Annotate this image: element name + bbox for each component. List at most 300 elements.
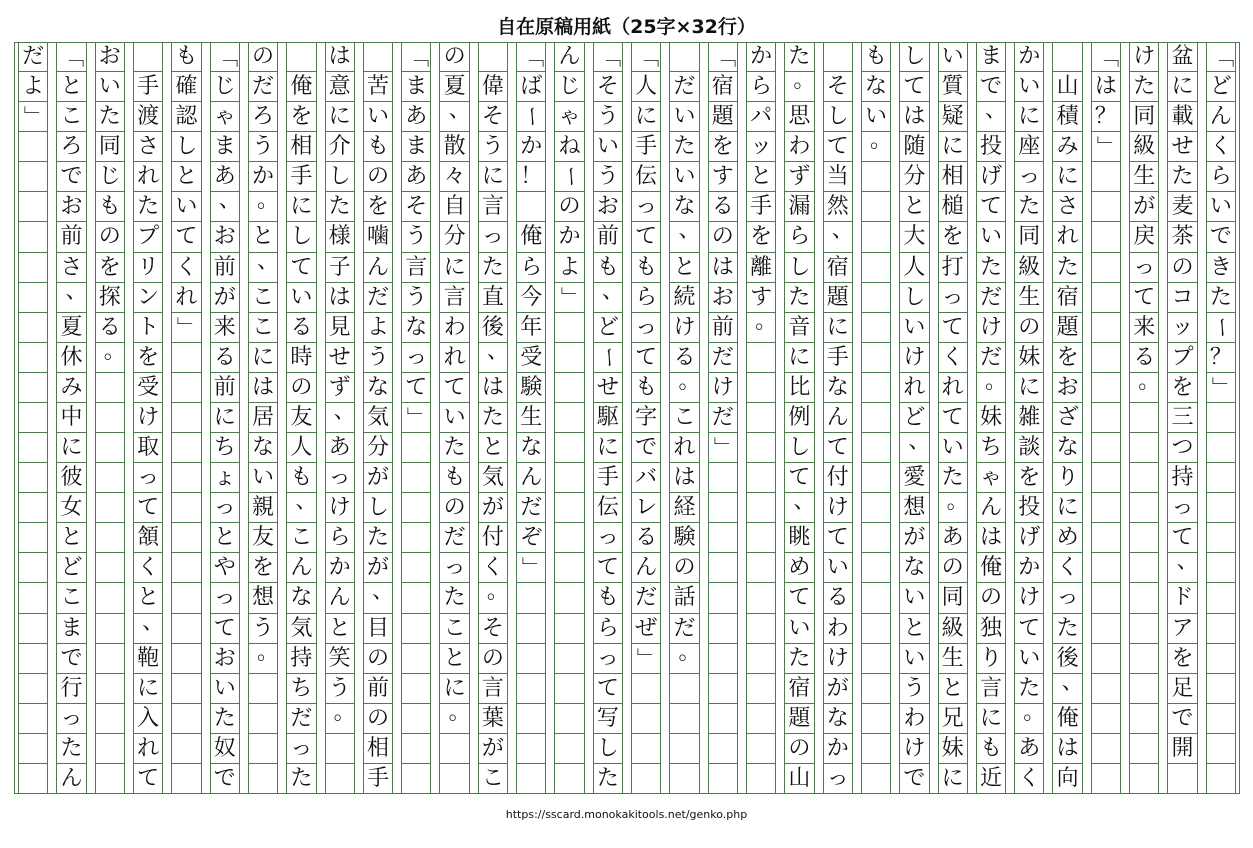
manuscript-cell bbox=[939, 764, 967, 794]
manuscript-char: 入 bbox=[137, 705, 160, 731]
manuscript-char: 探 bbox=[98, 284, 121, 310]
manuscript-cell bbox=[1130, 644, 1158, 674]
manuscript-char: か bbox=[328, 555, 351, 581]
manuscript-char: に bbox=[481, 164, 504, 190]
manuscript-char: 験 bbox=[520, 374, 543, 400]
manuscript-cell bbox=[785, 192, 813, 222]
manuscript-cell bbox=[977, 132, 1005, 162]
manuscript-cell bbox=[824, 253, 852, 283]
manuscript-cell bbox=[747, 72, 775, 102]
manuscript-char: 友 bbox=[252, 525, 275, 551]
manuscript-char: 受 bbox=[520, 344, 543, 370]
manuscript-cell bbox=[555, 102, 583, 132]
manuscript-cell bbox=[1130, 704, 1158, 734]
manuscript-cell bbox=[1207, 433, 1235, 463]
manuscript-cell bbox=[326, 132, 354, 162]
manuscript-char: 随 bbox=[903, 134, 926, 160]
manuscript-cell bbox=[96, 403, 124, 433]
manuscript-char: は bbox=[979, 525, 1002, 551]
manuscript-cell bbox=[1015, 192, 1043, 222]
manuscript-char: に bbox=[328, 104, 351, 130]
manuscript-char: あ bbox=[405, 104, 428, 130]
manuscript-char: ん bbox=[366, 254, 389, 280]
manuscript-char: よ bbox=[558, 254, 581, 280]
manuscript-char: ま bbox=[405, 74, 428, 100]
manuscript-char: 話 bbox=[673, 585, 696, 611]
manuscript-cell bbox=[172, 553, 200, 583]
manuscript-cell bbox=[1168, 222, 1196, 252]
manuscript-char: 投 bbox=[979, 134, 1002, 160]
manuscript-char: こ bbox=[60, 585, 83, 611]
manuscript-cell bbox=[479, 644, 507, 674]
manuscript-char: で bbox=[60, 645, 83, 671]
manuscript-char: ん bbox=[1209, 104, 1232, 130]
manuscript-cell bbox=[364, 102, 392, 132]
manuscript-cell bbox=[402, 42, 430, 72]
manuscript-cell bbox=[1092, 433, 1120, 463]
manuscript-char: 例 bbox=[788, 404, 811, 430]
manuscript-char: た bbox=[1018, 194, 1041, 220]
manuscript-char: る bbox=[826, 585, 849, 611]
manuscript-char: は bbox=[1094, 74, 1117, 100]
manuscript-char: ど bbox=[1209, 74, 1232, 100]
manuscript-cell bbox=[402, 102, 430, 132]
manuscript-cell bbox=[134, 493, 162, 523]
manuscript-cell bbox=[632, 102, 660, 132]
manuscript-char: 伝 bbox=[635, 164, 658, 190]
manuscript-cell bbox=[364, 162, 392, 192]
manuscript-cell bbox=[632, 553, 660, 583]
manuscript-cell bbox=[939, 343, 967, 373]
manuscript-cell bbox=[1092, 553, 1120, 583]
manuscript-char: 、 bbox=[295, 489, 318, 515]
manuscript-cell bbox=[594, 614, 622, 644]
manuscript-cell bbox=[632, 463, 660, 493]
manuscript-char: ー bbox=[557, 165, 583, 188]
manuscript-cell bbox=[19, 253, 47, 283]
manuscript-char: 女 bbox=[60, 495, 83, 521]
manuscript-cell bbox=[785, 433, 813, 463]
manuscript-cell bbox=[287, 403, 315, 433]
manuscript-char: と bbox=[60, 525, 83, 551]
manuscript-cell bbox=[96, 553, 124, 583]
manuscript-char: 投 bbox=[1018, 495, 1041, 521]
manuscript-cell bbox=[287, 674, 315, 704]
manuscript-cell bbox=[211, 102, 239, 132]
manuscript-cell bbox=[364, 764, 392, 794]
manuscript-cell bbox=[824, 523, 852, 553]
manuscript-cell bbox=[747, 764, 775, 794]
manuscript-char: い bbox=[673, 164, 696, 190]
manuscript-cell bbox=[364, 704, 392, 734]
manuscript-char: っ bbox=[213, 495, 236, 521]
manuscript-cell bbox=[172, 283, 200, 313]
manuscript-char: を bbox=[1056, 344, 1079, 370]
manuscript-char: 取 bbox=[137, 435, 160, 461]
manuscript-char: 、 bbox=[793, 489, 816, 515]
manuscript-char: あ bbox=[941, 525, 964, 551]
manuscript-char: た bbox=[941, 465, 964, 491]
manuscript-char: り bbox=[1056, 465, 1079, 491]
manuscript-char: 目 bbox=[366, 615, 389, 641]
manuscript-cell bbox=[19, 313, 47, 343]
manuscript-char: 麦 bbox=[1171, 194, 1194, 220]
manuscript-cell bbox=[96, 704, 124, 734]
manuscript-char: は bbox=[328, 284, 351, 310]
manuscript-cell bbox=[555, 403, 583, 433]
manuscript-cell bbox=[326, 463, 354, 493]
manuscript-cell bbox=[364, 253, 392, 283]
manuscript-cell bbox=[96, 493, 124, 523]
manuscript-cell bbox=[939, 162, 967, 192]
manuscript-cell bbox=[1207, 764, 1235, 794]
manuscript-char: な bbox=[252, 435, 275, 461]
manuscript-char: つ bbox=[1171, 435, 1194, 461]
manuscript-char: た bbox=[443, 435, 466, 461]
manuscript-char: て bbox=[1018, 615, 1041, 641]
manuscript-char: だ bbox=[252, 74, 275, 100]
manuscript-cell bbox=[1130, 433, 1158, 463]
manuscript-cell bbox=[785, 523, 813, 553]
manuscript-char: て bbox=[290, 254, 313, 280]
manuscript-cell bbox=[326, 192, 354, 222]
manuscript-cell bbox=[19, 493, 47, 523]
manuscript-cell bbox=[977, 222, 1005, 252]
manuscript-cell bbox=[709, 553, 737, 583]
manuscript-cell bbox=[1207, 644, 1235, 674]
manuscript-cell bbox=[824, 42, 852, 72]
manuscript-column bbox=[746, 42, 776, 794]
manuscript-cell bbox=[555, 343, 583, 373]
manuscript-char: だ bbox=[673, 615, 696, 641]
manuscript-char: 「 bbox=[1208, 45, 1234, 68]
manuscript-cell bbox=[517, 644, 545, 674]
manuscript-char: い bbox=[1018, 645, 1041, 671]
manuscript-cell bbox=[326, 253, 354, 283]
manuscript-char: ら bbox=[788, 224, 811, 250]
manuscript-column bbox=[631, 42, 661, 794]
manuscript-cell bbox=[1207, 162, 1235, 192]
manuscript-cell bbox=[326, 583, 354, 613]
manuscript-cell bbox=[211, 523, 239, 553]
manuscript-cell bbox=[900, 102, 928, 132]
manuscript-cell bbox=[19, 373, 47, 403]
manuscript-cell bbox=[1207, 674, 1235, 704]
manuscript-char: っ bbox=[1018, 164, 1041, 190]
manuscript-char: て bbox=[941, 314, 964, 340]
manuscript-cell bbox=[364, 734, 392, 764]
manuscript-cell bbox=[172, 463, 200, 493]
manuscript-char: 生 bbox=[520, 404, 543, 430]
manuscript-cell bbox=[900, 42, 928, 72]
manuscript-cell bbox=[517, 102, 545, 132]
manuscript-char: 彼 bbox=[60, 465, 83, 491]
manuscript-cell bbox=[364, 644, 392, 674]
manuscript-char: な bbox=[826, 705, 849, 731]
manuscript-cell bbox=[709, 704, 737, 734]
manuscript-cell bbox=[594, 583, 622, 613]
manuscript-cell bbox=[1130, 162, 1158, 192]
manuscript-char: 」 bbox=[20, 105, 46, 128]
manuscript-cell bbox=[709, 102, 737, 132]
manuscript-char: 宿 bbox=[1056, 284, 1079, 310]
manuscript-cell bbox=[326, 343, 354, 373]
manuscript-cell bbox=[1053, 102, 1081, 132]
manuscript-cell bbox=[1092, 343, 1120, 373]
manuscript-char: た bbox=[443, 585, 466, 611]
manuscript-cell bbox=[977, 253, 1005, 283]
manuscript-cell bbox=[134, 764, 162, 794]
manuscript-cell bbox=[977, 433, 1005, 463]
manuscript-cell bbox=[900, 674, 928, 704]
manuscript-cell bbox=[19, 162, 47, 192]
manuscript-cell bbox=[1015, 222, 1043, 252]
manuscript-cell bbox=[1092, 463, 1120, 493]
manuscript-char: ず bbox=[328, 374, 351, 400]
manuscript-cell bbox=[172, 704, 200, 734]
manuscript-cell bbox=[939, 553, 967, 583]
manuscript-cell bbox=[824, 403, 852, 433]
manuscript-cell bbox=[479, 102, 507, 132]
manuscript-char: 。 bbox=[333, 699, 356, 725]
manuscript-char: い bbox=[941, 435, 964, 461]
manuscript-char: の bbox=[979, 585, 1002, 611]
manuscript-char: 」 bbox=[518, 556, 544, 579]
manuscript-cell bbox=[211, 734, 239, 764]
manuscript-char: れ bbox=[137, 164, 160, 190]
manuscript-cell bbox=[479, 704, 507, 734]
manuscript-char: お bbox=[711, 284, 734, 310]
manuscript-char: て bbox=[941, 404, 964, 430]
manuscript-cell bbox=[1168, 614, 1196, 644]
manuscript-cell bbox=[670, 42, 698, 72]
manuscript-char: と bbox=[481, 435, 504, 461]
manuscript-column bbox=[401, 42, 431, 794]
manuscript-cell bbox=[1207, 102, 1235, 132]
manuscript-cell bbox=[134, 463, 162, 493]
manuscript-char: ど bbox=[596, 314, 619, 340]
manuscript-cell bbox=[632, 734, 660, 764]
manuscript-cell bbox=[594, 192, 622, 222]
manuscript-cell bbox=[594, 704, 622, 734]
manuscript-cell bbox=[670, 72, 698, 102]
manuscript-char: っ bbox=[137, 465, 160, 491]
manuscript-char: ま bbox=[213, 134, 236, 160]
manuscript-cell bbox=[287, 523, 315, 553]
manuscript-cell bbox=[211, 373, 239, 403]
manuscript-cell bbox=[1053, 704, 1081, 734]
manuscript-char: 奴 bbox=[213, 735, 236, 761]
manuscript-char: ま bbox=[405, 134, 428, 160]
manuscript-char: 。 bbox=[1023, 699, 1046, 725]
manuscript-cell bbox=[287, 42, 315, 72]
manuscript-char: も bbox=[596, 585, 619, 611]
manuscript-char: 盆 bbox=[1171, 44, 1194, 69]
manuscript-cell bbox=[287, 132, 315, 162]
manuscript-char: こ bbox=[60, 104, 83, 130]
manuscript-cell bbox=[517, 283, 545, 313]
manuscript-char: 。 bbox=[984, 368, 1007, 394]
manuscript-cell bbox=[747, 704, 775, 734]
manuscript-cell bbox=[57, 433, 85, 463]
manuscript-cell bbox=[172, 132, 200, 162]
manuscript-cell bbox=[172, 72, 200, 102]
manuscript-char: 人 bbox=[290, 435, 313, 461]
manuscript-cell bbox=[1092, 734, 1120, 764]
manuscript-cell bbox=[517, 343, 545, 373]
manuscript-char: は bbox=[252, 374, 275, 400]
manuscript-char: 前 bbox=[60, 224, 83, 250]
manuscript-char: す bbox=[711, 164, 734, 190]
manuscript-cell bbox=[1015, 253, 1043, 283]
manuscript-char: で bbox=[1171, 705, 1194, 731]
manuscript-cell bbox=[1015, 583, 1043, 613]
manuscript-char: の bbox=[481, 645, 504, 671]
manuscript-cell bbox=[1168, 192, 1196, 222]
manuscript-cell bbox=[747, 253, 775, 283]
manuscript-cell bbox=[709, 433, 737, 463]
manuscript-char: ん bbox=[979, 495, 1002, 521]
manuscript-char: 。 bbox=[103, 338, 126, 364]
manuscript-cell bbox=[939, 253, 967, 283]
manuscript-char: だ bbox=[366, 284, 389, 310]
manuscript-cell bbox=[249, 313, 277, 343]
manuscript-cell bbox=[96, 192, 124, 222]
manuscript-cell bbox=[824, 433, 852, 463]
manuscript-cell bbox=[96, 222, 124, 252]
manuscript-char: る bbox=[673, 344, 696, 370]
manuscript-cell bbox=[1015, 433, 1043, 463]
manuscript-cell bbox=[709, 583, 737, 613]
manuscript-cell bbox=[440, 313, 468, 343]
manuscript-cell bbox=[364, 42, 392, 72]
manuscript-char: お bbox=[596, 194, 619, 220]
manuscript-cell bbox=[977, 313, 1005, 343]
manuscript-cell bbox=[900, 343, 928, 373]
manuscript-char: 。 bbox=[793, 68, 816, 94]
manuscript-cell bbox=[670, 674, 698, 704]
manuscript-char: ー bbox=[595, 346, 621, 369]
manuscript-char: 漏 bbox=[788, 194, 811, 220]
manuscript-char: い bbox=[443, 404, 466, 430]
manuscript-cell bbox=[1053, 614, 1081, 644]
manuscript-char: っ bbox=[405, 344, 428, 370]
manuscript-char: 近 bbox=[979, 765, 1002, 791]
manuscript-char: う bbox=[252, 615, 275, 641]
manuscript-cell bbox=[1207, 614, 1235, 644]
manuscript-cell bbox=[479, 764, 507, 794]
manuscript-cell bbox=[1168, 403, 1196, 433]
manuscript-cell bbox=[249, 248, 280, 283]
manuscript-char: と bbox=[903, 615, 926, 641]
manuscript-cell bbox=[364, 283, 392, 313]
manuscript-char: 持 bbox=[290, 645, 313, 671]
manuscript-char: パ bbox=[750, 104, 773, 130]
manuscript-char: せ bbox=[596, 374, 619, 400]
manuscript-char: そ bbox=[481, 615, 504, 641]
manuscript-cell bbox=[134, 704, 162, 734]
manuscript-cell bbox=[1092, 674, 1120, 704]
manuscript-cell bbox=[479, 283, 507, 313]
manuscript-cell bbox=[1207, 42, 1235, 72]
manuscript-char: じ bbox=[213, 74, 236, 100]
manuscript-cell bbox=[326, 644, 354, 674]
manuscript-cell bbox=[1130, 734, 1158, 764]
manuscript-column bbox=[708, 42, 738, 794]
manuscript-cell bbox=[977, 463, 1005, 493]
manuscript-cell bbox=[364, 222, 392, 252]
manuscript-cell bbox=[977, 764, 1005, 794]
manuscript-char: ら bbox=[520, 254, 543, 280]
manuscript-cell bbox=[402, 523, 430, 553]
manuscript-cell bbox=[172, 162, 200, 192]
manuscript-cell bbox=[785, 553, 813, 583]
manuscript-char: 偉 bbox=[481, 74, 504, 100]
manuscript-cell bbox=[172, 403, 200, 433]
manuscript-cell bbox=[977, 192, 1005, 222]
manuscript-char: だ bbox=[711, 404, 734, 430]
manuscript-cell bbox=[862, 674, 890, 704]
manuscript-cell bbox=[287, 102, 315, 132]
manuscript-char: 級 bbox=[1018, 254, 1041, 280]
manuscript-cell bbox=[440, 222, 468, 252]
manuscript-char: な bbox=[290, 585, 313, 611]
manuscript-cell bbox=[19, 764, 47, 794]
manuscript-cell bbox=[19, 674, 47, 704]
manuscript-cell bbox=[632, 72, 660, 102]
manuscript-cell bbox=[1015, 343, 1043, 373]
manuscript-cell bbox=[402, 313, 430, 343]
manuscript-cell bbox=[1168, 102, 1196, 132]
manuscript-char: 付 bbox=[481, 525, 504, 551]
manuscript-cell bbox=[1168, 734, 1196, 764]
manuscript-char: ら bbox=[750, 74, 773, 100]
manuscript-cell bbox=[479, 433, 507, 463]
manuscript-char: 年 bbox=[520, 314, 543, 340]
manuscript-char: だ bbox=[979, 344, 1002, 370]
manuscript-cell bbox=[1015, 283, 1043, 313]
manuscript-char: た bbox=[1056, 254, 1079, 280]
manuscript-cell bbox=[747, 674, 775, 704]
manuscript-cell bbox=[1015, 313, 1043, 343]
manuscript-char: き bbox=[1209, 254, 1232, 280]
manuscript-char: ょ bbox=[213, 465, 236, 491]
manuscript-cell bbox=[862, 523, 890, 553]
manuscript-cell bbox=[1207, 343, 1235, 373]
manuscript-cell bbox=[1092, 704, 1120, 734]
manuscript-cell bbox=[900, 764, 928, 794]
manuscript-cell bbox=[939, 523, 967, 553]
manuscript-cell bbox=[632, 42, 660, 72]
manuscript-char: た bbox=[137, 194, 160, 220]
manuscript-char: な bbox=[903, 555, 926, 581]
manuscript-char: れ bbox=[673, 435, 696, 461]
manuscript-char: に bbox=[213, 404, 236, 430]
manuscript-cell bbox=[1168, 704, 1196, 734]
manuscript-char: 離 bbox=[750, 254, 773, 280]
manuscript-cell bbox=[632, 373, 660, 403]
manuscript-column bbox=[478, 42, 508, 794]
manuscript-cell bbox=[402, 583, 430, 613]
manuscript-char: 妹 bbox=[1018, 344, 1041, 370]
manuscript-cell bbox=[57, 162, 85, 192]
manuscript-char: 来 bbox=[213, 314, 236, 340]
manuscript-char: も bbox=[443, 465, 466, 491]
manuscript-char: は bbox=[711, 254, 734, 280]
manuscript-cell bbox=[1092, 523, 1120, 553]
manuscript-cell bbox=[249, 283, 277, 313]
manuscript-cell bbox=[785, 253, 813, 283]
